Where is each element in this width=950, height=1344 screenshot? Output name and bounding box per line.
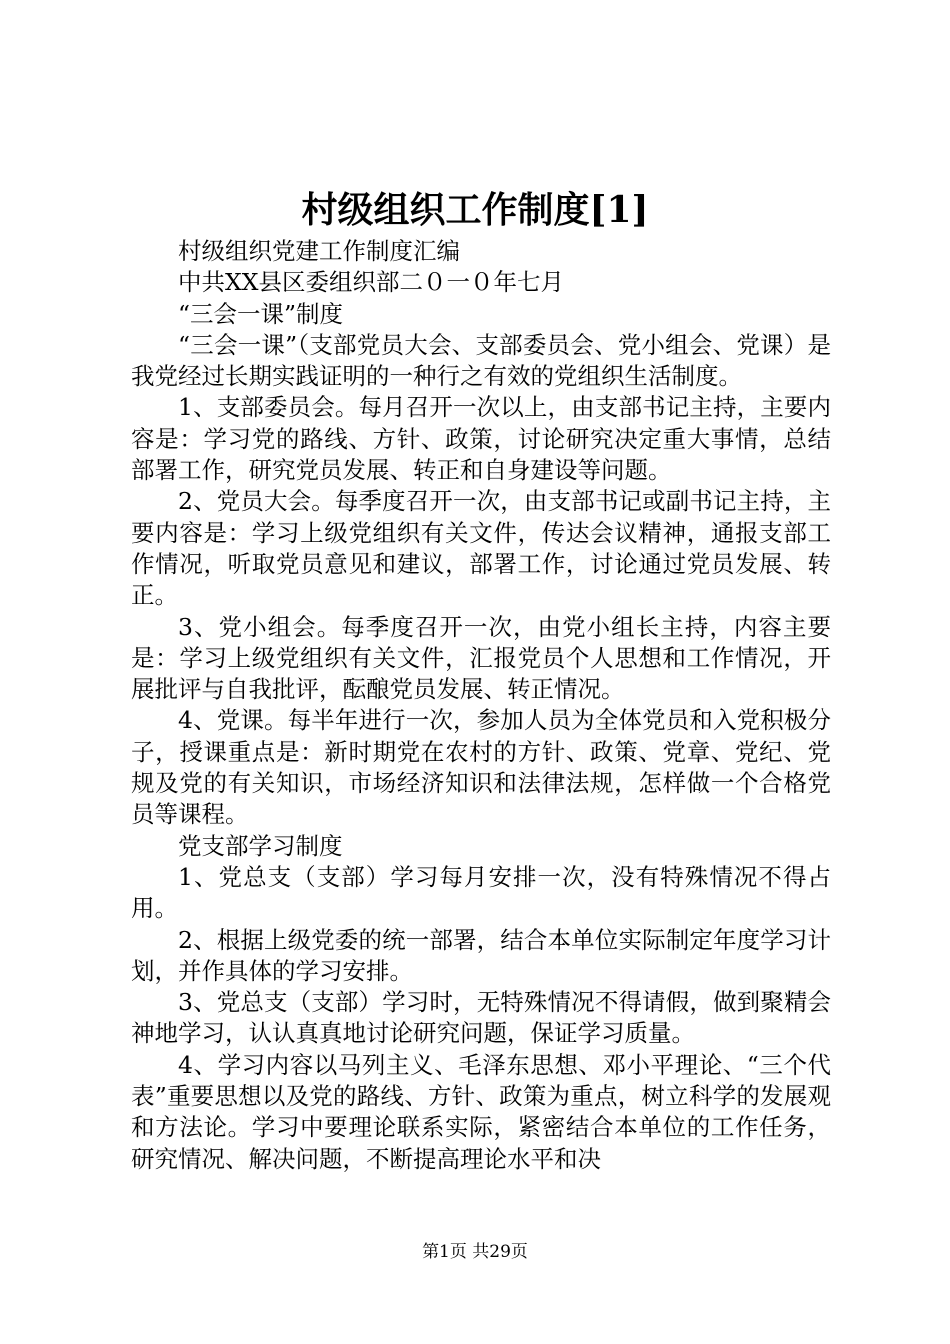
section-heading-study: 党支部学习制度 xyxy=(178,831,343,860)
page-number-footer: 第1页 共29页 xyxy=(422,1242,528,1262)
paragraph: 4、学习内容以马列主义、毛泽东思想、邓小平理论、“三个代表”重要思想以及党的路线、方针、政策为重点，树立科学的发展观和方法论。学习中要理论联系实际，紧密结合本单位的工作任务，研究情况、解决问题，不断提高理论水平和决 xyxy=(131,1050,831,1173)
section-heading-meetings: “三会一课”制度 xyxy=(178,299,344,328)
paragraph: “三会一课”（支部党员大会、支部委员会、党小组会、党课）是我党经过长期实践证明的一种行之有效的党组织生活制度。 xyxy=(131,330,831,391)
paragraph: 2、党员大会。每季度召开一次，由支部书记或副书记主持，主要内容是：学习上级党组织有关文件，传达会议精神，通报支部工作情况，听取党员意见和建议，部署工作，讨论通过党员发展、转正。 xyxy=(131,487,831,610)
paragraph: 2、根据上级党委的统一部署，结合本单位实际制定年度学习计划，并作具体的学习安排。 xyxy=(131,925,831,985)
paragraph-issuer: 中共XX县区委组织部二０一０年七月 xyxy=(178,268,564,297)
paragraph: 3、党总支（支部）学习时，无特殊情况不得请假，做到聚精会神地学习，认认真真地讨论研究问题，保证学习质量。 xyxy=(131,988,831,1048)
paragraph: 3、党小组会。每季度召开一次，由党小组长主持，内容主要是：学习上级党组织有关文件，汇报党员个人思想和工作情况，开展批评与自我批评，酝酿党员发展、转正情况。 xyxy=(131,612,831,704)
paragraph: 4、党课。每半年进行一次，参加人员为全体党员和入党积极分子，授课重点是：新时期党在农村的方针、政策、党章、党纪、党规及党的有关知识，市场经济知识和法律法规，怎样做一个合格党员等课程。 xyxy=(131,706,831,829)
paragraph: 1、党总支（支部）学习每月安排一次，没有特殊情况不得占用。 xyxy=(131,862,831,923)
document-body xyxy=(131,236,831,1175)
paragraph-subtitle: 村级组织党建工作制度汇编 xyxy=(178,237,460,265)
document-title: 村级组织工作制度[1] xyxy=(301,189,649,231)
paragraph: 1、支部委员会。每月召开一次以上，由支部书记主持，主要内容是：学习党的路线、方针、政策，讨论研究决定重大事情，总结部署工作，研究党员发展、转正和自身建设等问题。 xyxy=(131,393,831,485)
